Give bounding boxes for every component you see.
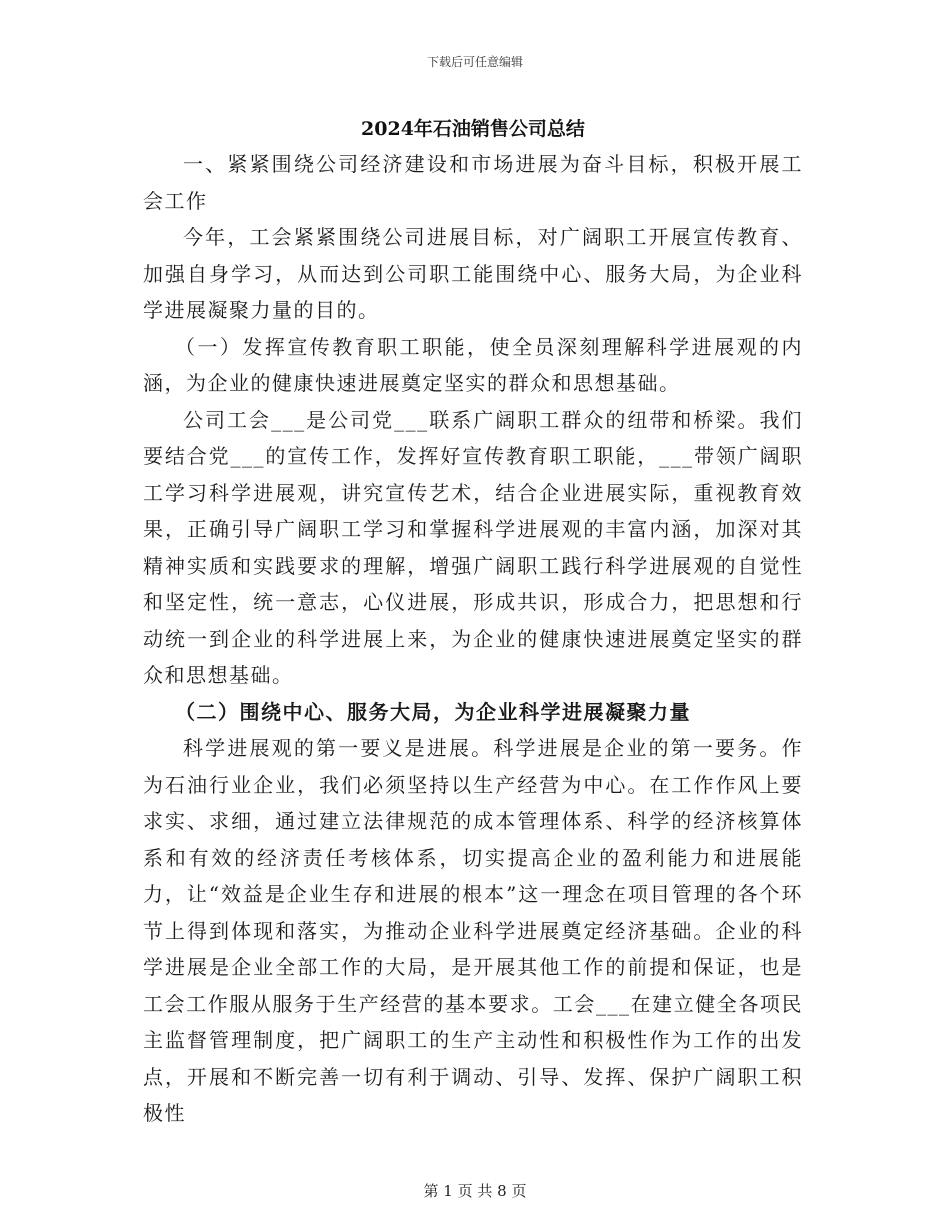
document-body: [143, 112, 803, 1132]
document-title: 2024年石油销售公司总结: [361, 118, 585, 140]
paragraph-union-role: 公司工会___是公司党___联系广阔职工群众的纽带和桥梁。我们要结合党___的宣传工作，发挥好宣传教育职工职能，___带领广阔职工学习科学进展观，讲究宣传艺术，结合企业进展实际，重视教育效果，正确引导广阔职工学习和掌握科学进展观的丰富内涵，加深对其精神实质和实践要求的理解，增强广阔职工践行科学进展观的自觉性和坚定性，统一意志，心仪进展，形成共识，形成合力，把思想和行动统一到企业的科学进展上来，为企业的健康快速进展奠定坚实的群众和思想基础。: [143, 407, 803, 687]
paragraph-subsection-one-heading: （一）发挥宣传教育职工职能，使全员深刻理解科学进展观的内涵，为企业的健康快速进展奠定坚实的群众和思想基础。: [143, 334, 803, 395]
page-number-footer: 第 1 页 共 8 页: [423, 1182, 527, 1200]
paragraph-section-one-heading: 一、紧紧围绕公司经济建设和市场进展为奋斗目标，积极开展工会工作: [143, 152, 803, 213]
paragraph-intro: 今年，工会紧紧围绕公司进展目标，对广阔职工开展宣传教育、加强自身学习，从而达到公司职工能围绕中心、服务大局，为企业科学进展凝聚力量的目的。: [143, 225, 803, 322]
page-header-note: 下载后可任意编辑: [426, 55, 523, 69]
paragraph-development: 科学进展观的第一要义是进展。科学进展是企业的第一要务。作为石油行业企业，我们必须坚持以生产经营为中心。在工作作风上要求实、求细，通过建立法律规范的成本管理体系、科学的经济核算体系和有效的经济责任考核体系，切实提高企业的盈利能力和进展能力，让“效益是企业生存和进展的根本”这一理念在项目管理的各个环节上得到体现和落实，为推动企业科学进展奠定经济基础。企业的科学进展是企业全部工作的大局，是开展其他工作的前提和保证，也是工会工作服从服务于生产经营的基本要求。工会___在建立健全各项民主监督管理制度，把广阔职工的生产主动性和积极性作为工作的出发点，开展和不断完善一切有利于调动、引导、发挥、保护广阔职工积极性: [143, 736, 803, 1125]
paragraph-subsection-two-heading: （二）围绕中心、服务大局，为企业科学进展凝聚力量: [175, 699, 691, 724]
